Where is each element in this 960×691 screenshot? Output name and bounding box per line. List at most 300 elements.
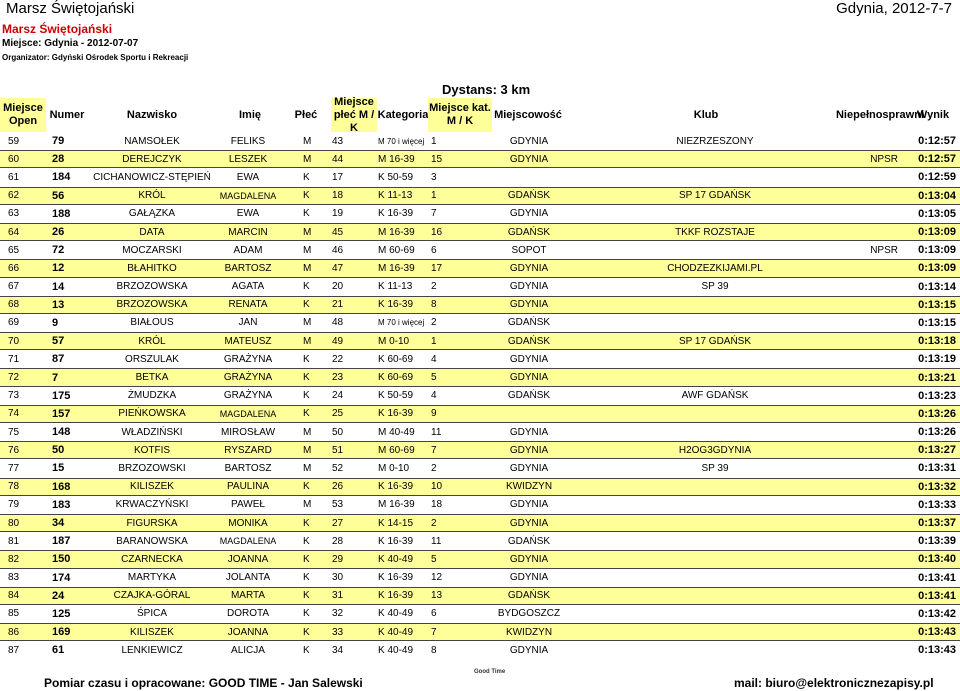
cell-sex: M [303,426,312,438]
cell-club: NIEZRZESZONY [676,135,754,147]
cell-club: SP 39 [701,281,729,293]
cell-open-place: 60 [8,153,20,165]
cell-result-time: 0:13:40 [918,553,956,566]
cell-disabled-flag [848,624,898,640]
cell-sex-place: 31 [332,590,344,602]
cell-open-place: 82 [8,553,20,565]
cell-result-time: 0:13:15 [918,298,956,311]
cell-category: K 40-49 [378,608,414,620]
cell-result-time: 0:13:26 [918,426,956,439]
cell-sex: K [303,390,310,402]
cell-first-name: MARCIN [228,226,268,238]
cell-sex: K [303,208,310,220]
cell-open-place: 84 [8,590,20,602]
cell-bib-number: 14 [52,280,65,293]
cell-club [590,515,840,531]
cell-surname: BIAŁOUS [130,317,174,329]
cell-category: K 40-49 [378,626,414,638]
cell-sex: M [303,335,312,347]
cell-club [590,205,840,223]
cell-result-time: 0:13:04 [918,189,956,202]
table-row [0,387,960,405]
cell-result-time: 0:13:05 [918,207,956,220]
cell-result-time: 0:13:32 [918,480,956,493]
cell-surname: FIGURSKA [126,517,178,529]
cell-category-place: 7 [431,208,437,220]
cell-category: M 0-10 [378,335,410,347]
cell-surname: WŁADZIŃSKI [121,426,183,438]
cell-disabled-flag [848,333,898,349]
table-row [0,241,960,259]
cell-surname: DEREJCZYK [122,153,182,165]
cell-result-time: 0:13:43 [918,644,956,657]
cell-town: BYDGOSZCZ [497,608,561,620]
col-number: Numer [49,108,85,121]
cell-category: M 16-39 [378,262,415,274]
cell-sex-place: 27 [332,517,344,529]
cell-surname: KILISZEK [130,626,174,638]
cell-bib-number: 34 [52,517,65,530]
cell-disabled-flag [848,260,898,276]
cell-surname: CZARNECKA [121,553,183,565]
cell-open-place: 76 [8,444,20,456]
cell-result-time: 0:13:09 [918,262,956,275]
cell-town: GDAŃSK [507,335,551,347]
cell-surname: MOCZARSKI [122,244,182,256]
cell-sex-place: 43 [332,135,344,147]
footer-timing: Pomiar czasu i opracowane: GOOD TIME - Jan Salewski [44,676,363,690]
cell-town: GDYNIA [509,553,549,565]
cell-club: AWF GDAŃSK [681,390,749,402]
cell-bib-number: 15 [52,462,65,475]
cell-open-place: 65 [8,244,20,256]
cell-category: K 50-59 [378,390,414,402]
cell-bib-number: 168 [52,480,71,493]
cell-open-place: 71 [8,353,20,365]
cell-open-place: 59 [8,135,20,147]
cell-category: M 60-69 [378,244,415,256]
cell-bib-number: 125 [52,607,71,620]
cell-club [590,168,840,186]
cell-bib-number: 157 [52,407,71,420]
cell-category-place: 1 [431,135,437,147]
cell-town: GDYNIA [509,208,549,220]
cell-result-time: 0:13:18 [918,335,956,348]
cell-bib-number: 184 [52,171,71,184]
cell-town [470,406,588,422]
cell-bib-number: 7 [52,371,59,384]
cell-surname: PIEŃKOWSKA [118,408,186,420]
cell-disabled-flag [848,406,898,422]
distance-label: Dystans: 3 km [442,82,531,97]
cell-category: K 16-39 [378,408,414,420]
cell-sex: M [303,499,312,511]
cell-open-place: 86 [8,626,20,638]
cell-club: CHODZEZKIJAMI.PL [667,262,763,274]
cell-town: GDYNIA [509,262,549,274]
cell-category: K 16-39 [378,208,414,220]
cell-category-place: 3 [431,171,437,183]
table-row [0,132,960,150]
cell-result-time: 0:13:23 [918,389,956,402]
good-time-logo: Good Time [474,669,506,675]
organizer-line: Organizator: Gdyński Ośrodek Sportu i Rekreacji [2,53,189,62]
cell-sex: M [303,244,312,256]
cell-bib-number: 56 [52,189,65,202]
cell-first-name: GRAŻYNA [223,353,273,365]
cell-disabled-flag [848,442,898,458]
cell-town: KWIDZYN [505,481,553,493]
cell-bib-number: 150 [52,553,71,566]
cell-sex: M [303,444,312,456]
cell-sex-place: 44 [332,153,344,165]
col-category: Kategoria [377,108,429,121]
cell-bib-number: 24 [52,589,65,602]
table-row [0,150,960,168]
location-line: Miejsce: Gdynia - 2012-07-07 [2,38,139,49]
cell-disabled-flag [848,224,898,240]
cell-sex-place: 47 [332,262,344,274]
cell-category: M 60-69 [378,444,415,456]
cell-first-name: DOROTA [226,608,270,620]
cell-result-time: 0:13:31 [918,462,956,475]
place-date: Gdynia, 2012-7-7 [836,0,952,17]
table-row [0,405,960,423]
cell-surname: BRZOZOWSKA [116,281,188,293]
cell-sex: M [303,317,312,329]
cell-category-place: 4 [431,390,437,402]
cell-disabled-flag [848,479,898,495]
cell-club: SP 17 GDAŃSK [678,335,752,347]
cell-disabled-flag [848,496,898,514]
cell-sex-place: 21 [332,299,344,311]
cell-club [590,314,840,332]
cell-sex: K [303,644,310,656]
cell-result-time: 0:13:39 [918,535,956,548]
cell-sex-place: 17 [332,171,344,183]
cell-sex: K [303,590,310,602]
cell-club [590,423,840,441]
cell-disabled-flag [848,532,898,550]
cell-disabled-flag [848,387,898,405]
cell-bib-number: 169 [52,626,71,639]
cell-surname: NAMSOŁEK [124,135,180,147]
cell-sex: K [303,608,310,620]
cell-club: H2OG3GDYNIA [678,444,752,456]
col-sex: Płeć [294,108,318,121]
cell-result-time: 0:13:14 [918,280,956,293]
cell-category: K 40-49 [378,644,414,656]
cell-sex: K [303,408,310,420]
table-header [0,95,960,134]
cell-disabled-flag [848,423,898,441]
cell-sex-place: 48 [332,317,344,329]
cell-town: GDYNIA [509,281,549,293]
cell-sex-place: 45 [332,226,344,238]
cell-result-time: 0:13:15 [918,316,956,329]
cell-open-place: 85 [8,608,20,620]
cell-club [590,369,840,385]
cell-result-time: 0:13:26 [918,407,956,420]
cell-open-place: 62 [8,190,20,202]
cell-sex: K [303,299,310,311]
cell-club [590,406,840,422]
cell-category: M 40-49 [378,426,415,438]
cell-sex-place: 52 [332,462,344,474]
cell-result-time: 0:13:41 [918,571,956,584]
cell-bib-number: 187 [52,535,71,548]
cell-surname: ŻMUDZKA [127,390,177,402]
cell-result-time: 0:13:41 [918,589,956,602]
cell-town: GDAŃSK [507,317,551,329]
cell-disabled-flag [848,132,898,150]
cell-sex: K [303,572,310,584]
cell-first-name: BARTOSZ [224,262,272,274]
cell-club [590,624,840,640]
cell-club [590,605,840,623]
cell-bib-number: 57 [52,335,65,348]
cell-open-place: 68 [8,299,20,311]
cell-sex: K [303,353,310,365]
cell-surname: KRÓL [138,335,166,347]
cell-category-place: 5 [431,553,437,565]
cell-open-place: 83 [8,572,20,584]
cell-category-place: 9 [431,408,437,420]
cell-disabled-flag [848,459,898,477]
cell-first-name: MATEUSZ [224,335,272,347]
cell-result-time: 0:12:59 [918,171,956,184]
cell-town: GDYNIA [509,517,549,529]
cell-first-name: BARTOSZ [224,462,272,474]
cell-category-place: 10 [431,481,443,493]
table-row [0,623,960,641]
cell-category: M 16-39 [378,499,415,511]
event-name: Marsz Świętojański [2,22,113,36]
cell-disabled-flag [848,314,898,332]
cell-category-place: 16 [431,226,443,238]
cell-first-name: FELIKS [230,135,266,147]
cell-bib-number: 61 [52,644,65,657]
cell-category-place: 5 [431,372,437,384]
cell-result-time: 0:13:09 [918,244,956,257]
col-result: Wynik [916,108,950,121]
cell-bib-number: 26 [52,226,65,239]
cell-result-time: 0:13:43 [918,626,956,639]
cell-town: GDYNIA [509,153,549,165]
table-row [0,605,960,623]
cell-surname: KRWACZYŃSKI [115,499,189,511]
cell-result-time: 0:13:33 [918,498,956,511]
cell-sex-place: 53 [332,499,344,511]
cell-town: KWIDZYN [505,626,553,638]
cell-category-place: 2 [431,281,437,293]
cell-club [590,151,840,167]
cell-town: GDAŃSK [507,590,551,602]
cell-bib-number: 28 [52,153,65,166]
cell-bib-number: 174 [52,571,71,584]
cell-bib-number: 13 [52,298,65,311]
cell-category-place: 13 [431,590,443,602]
table-row [0,478,960,496]
cell-open-place: 74 [8,408,20,420]
cell-sex-place: 25 [332,408,344,420]
cell-town: GDYNIA [509,426,549,438]
cell-sex-place: 20 [332,281,344,293]
cell-first-name: ADAM [233,244,263,256]
cell-club [590,479,840,495]
cell-first-name: ALICJA [231,644,265,656]
cell-disabled-flag [848,205,898,223]
col-town: Miejscowość [494,108,562,121]
cell-town: GDYNIA [509,644,549,656]
cell-result-time: 0:13:09 [918,226,956,239]
table-row [0,259,960,277]
cell-disabled-flag [848,188,898,204]
cell-first-name: EWA [236,208,260,220]
cell-first-name: MAGDALENA [219,536,277,547]
cell-bib-number: 9 [52,316,59,329]
cell-open-place: 87 [8,644,20,656]
cell-town: GDAŃSK [507,535,551,547]
col-name: Imię [238,108,261,121]
cell-surname: CICHANOWICZ-STĘPIEŃ [93,171,211,183]
cell-town: GDYNIA [509,444,549,456]
cell-club [590,297,840,313]
cell-club: TKKF ROZSTAJE [675,226,755,238]
cell-open-place: 80 [8,517,20,529]
table-row [0,223,960,241]
col-club: Klub [693,108,719,121]
cell-town [470,168,588,186]
cell-sex: K [303,481,310,493]
cell-sex: M [303,135,312,147]
table-row [0,368,960,386]
cell-sex-place: 29 [332,553,344,565]
cell-sex-place: 33 [332,626,344,638]
table-row [0,205,960,223]
cell-sex-place: 32 [332,608,344,620]
cell-open-place: 61 [8,171,20,183]
page-title: Marsz Świętojański [6,0,135,17]
table-row [0,168,960,186]
cell-category: K 60-69 [378,372,414,384]
cell-sex: K [303,535,310,547]
cell-bib-number: 175 [52,389,71,402]
cell-disabled-flag [848,369,898,385]
cell-first-name: RYSZARD [224,444,272,456]
col-sex-place: Miejsce płeć M / K [331,98,377,132]
cell-town: GDYNIA [509,353,549,365]
cell-surname: DATA [139,226,165,238]
col-surname: Nazwisko [126,108,178,121]
cell-disabled-flag [848,605,898,623]
cell-surname: BARANOWSKA [116,535,188,547]
cell-category: K 40-49 [378,553,414,565]
cell-club [590,496,840,514]
cell-first-name: JOANNA [227,553,269,565]
cell-category: K 16-39 [378,572,414,584]
table-row [0,514,960,532]
cell-sex-place: 51 [332,444,344,456]
cell-category: K 16-39 [378,535,414,547]
table-row [0,314,960,332]
cell-sex-place: 46 [332,244,344,256]
cell-sex: K [303,190,310,202]
cell-category: M 16-39 [378,153,415,165]
cell-town: GDAŃSK [507,226,551,238]
table-row [0,587,960,605]
cell-sex-place: 49 [332,335,344,347]
cell-bib-number: 50 [52,444,65,457]
cell-open-place: 67 [8,281,20,293]
cell-surname: MARTYKA [127,572,177,584]
cell-category: K 11-13 [378,190,413,202]
cell-result-time: 0:13:42 [918,607,956,620]
cell-sex: M [303,462,312,474]
cell-category-place: 4 [431,353,437,365]
cell-surname: KILISZEK [130,481,174,493]
cell-sex-place: 23 [332,372,344,384]
cell-town: GDYNIA [509,462,549,474]
cell-category-place: 6 [431,244,437,256]
footer-email: mail: biuro@elektronicznezapisy.pl [734,676,934,690]
cell-category: K 16-39 [378,481,414,493]
cell-category-place: 6 [431,608,437,620]
cell-open-place: 69 [8,317,20,329]
table-row [0,423,960,441]
cell-surname: GAŁĄZKA [128,208,176,220]
cell-sex-place: 22 [332,353,344,365]
cell-open-place: 78 [8,481,20,493]
cell-sex: K [303,372,310,384]
cell-disabled-flag [848,297,898,313]
cell-open-place: 63 [8,208,20,220]
cell-category-place: 2 [431,317,437,329]
cell-club: SP 39 [701,462,729,474]
cell-club [590,532,840,550]
cell-disabled-flag: NPSR [870,244,898,256]
cell-open-place: 77 [8,462,20,474]
cell-first-name: PAWEŁ [231,499,265,511]
cell-club: SP 17 GDAŃSK [678,190,752,202]
cell-category-place: 11 [431,426,442,438]
cell-category: M 70 i więcej [378,318,425,328]
cell-open-place: 64 [8,226,20,238]
cell-category-place: 8 [431,299,437,311]
cell-bib-number: 79 [52,135,65,148]
cell-disabled-flag [848,641,898,659]
col-category-place: Miejsce kat. M / K [428,98,492,132]
cell-disabled-flag [848,350,898,368]
cell-open-place: 81 [8,535,20,547]
col-disabled: Niepełnosprawni [835,108,925,121]
cell-disabled-flag [848,551,898,567]
cell-first-name: JOLANTA [225,572,271,584]
table-row [0,532,960,550]
cell-town: GDAŃSK [507,190,551,202]
cell-first-name: AGATA [231,281,265,293]
cell-first-name: RENATA [228,299,268,311]
cell-category-place: 2 [431,517,437,529]
cell-town: GDYNIA [509,135,549,147]
cell-first-name: LESZEK [228,153,268,165]
cell-sex-place: 34 [332,644,344,656]
cell-sex: M [303,262,312,274]
table-row [0,550,960,568]
cell-sex: K [303,281,310,293]
cell-category: K 60-69 [378,353,414,365]
cell-result-time: 0:13:21 [918,371,956,384]
